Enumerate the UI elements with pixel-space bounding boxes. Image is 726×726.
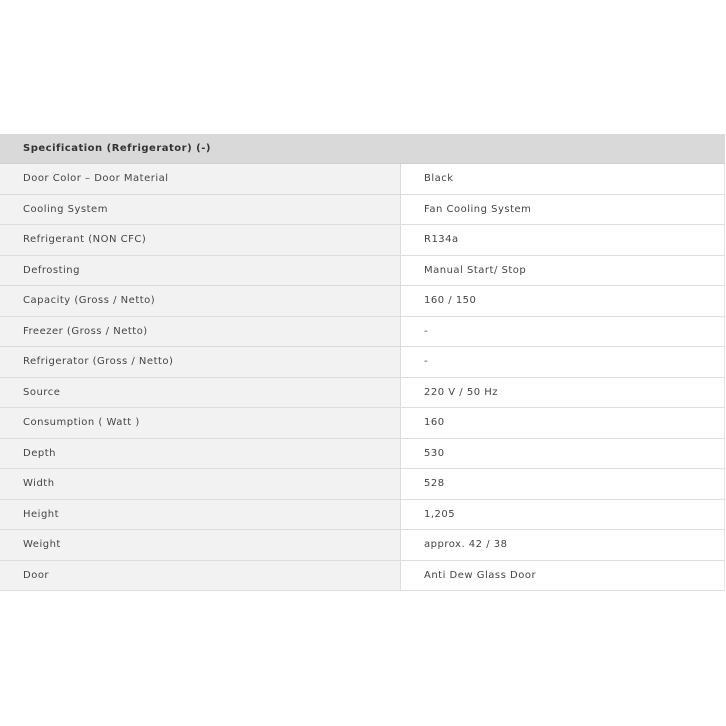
spec-value: Fan Cooling System <box>401 194 725 225</box>
spec-label: Source <box>0 377 401 408</box>
specification-header-row <box>0 134 725 164</box>
spec-label: Weight <box>0 530 401 561</box>
table-row <box>0 530 725 561</box>
spec-label: Door <box>0 560 401 591</box>
table-row <box>0 469 725 500</box>
spec-value: approx. 42 / 38 <box>401 530 725 561</box>
spec-value: R134a <box>401 225 725 256</box>
table-row <box>0 408 725 439</box>
spec-value: Manual Start/ Stop <box>401 255 725 286</box>
spec-label: Cooling System <box>0 194 401 225</box>
specification-header: Specification (Refrigerator) (-) <box>0 134 725 164</box>
spec-value: Black <box>401 164 725 195</box>
spec-value: 530 <box>401 438 725 469</box>
spec-value: - <box>401 347 725 378</box>
spec-value: 160 / 150 <box>401 286 725 317</box>
spec-value: - <box>401 316 725 347</box>
spec-label: Width <box>0 469 401 500</box>
table-row <box>0 347 725 378</box>
spec-value: 528 <box>401 469 725 500</box>
spec-value: 160 <box>401 408 725 439</box>
spec-label: Height <box>0 499 401 530</box>
spec-value: 1,205 <box>401 499 725 530</box>
spec-label: Consumption ( Watt ) <box>0 408 401 439</box>
table-row <box>0 560 725 591</box>
spec-label: Refrigerant (NON CFC) <box>0 225 401 256</box>
spec-label: Defrosting <box>0 255 401 286</box>
table-row <box>0 438 725 469</box>
table-row <box>0 377 725 408</box>
spec-label: Capacity (Gross / Netto) <box>0 286 401 317</box>
spec-value: 220 V / 50 Hz <box>401 377 725 408</box>
table-row <box>0 316 725 347</box>
spec-value: Anti Dew Glass Door <box>401 560 725 591</box>
table-row <box>0 286 725 317</box>
spec-label: Door Color – Door Material <box>0 164 401 195</box>
spec-label: Depth <box>0 438 401 469</box>
spec-label: Refrigerator (Gross / Netto) <box>0 347 401 378</box>
specification-table <box>0 134 725 591</box>
table-row <box>0 255 725 286</box>
spec-label: Freezer (Gross / Netto) <box>0 316 401 347</box>
table-row <box>0 499 725 530</box>
table-row <box>0 194 725 225</box>
table-row <box>0 225 725 256</box>
table-row <box>0 164 725 195</box>
